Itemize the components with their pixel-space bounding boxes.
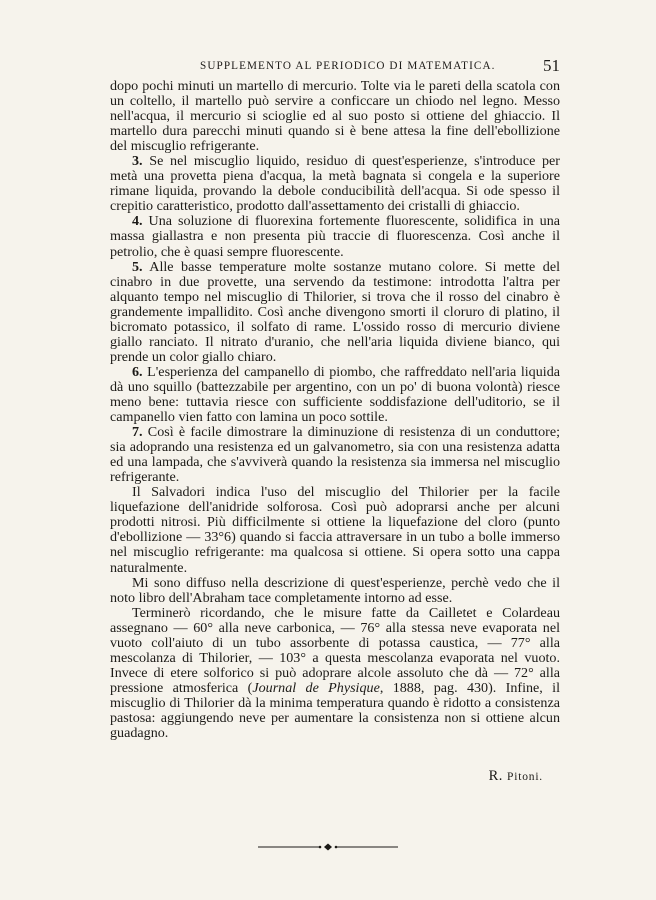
paragraph-text: Alle basse temperature molte sostanze mutano colore. Si mette del cinabro in due provette, una servendo da testimone: introdotta l'altra per alquanto tempo nel miscuglio di Thilorier, si trova che il rosso del cinabro è grandemente impallidito. Così anche divengono smorti il cloruro di platino, il bicromato potassico, il solfato di rame. L'ossido rosso di mercurio diviene giallo ranciato. Il nitrato d'uranio, che nell'aria liquida diviene bianco, qui prende un color giallo chiaro. bbox=[110, 258, 560, 365]
author-surname: Pitoni. bbox=[507, 771, 543, 783]
paragraph-text: Così è facile dimostrare la diminuzione di resistenza di un conduttore; sia adoprando una resistenza ed un galvanometro, sia con una resistenza adatta ed una lampada, che s'avviverà quando la resistenza sia immersa nel miscuglio refrigerante. bbox=[110, 424, 560, 486]
paragraph bbox=[110, 79, 560, 154]
paragraph-text: Se nel miscuglio liquido, residuo di quest'esperienze, s'introduce per metà una provetta piena d'acqua, la metà bagnata si congela e la superiore rimane liquida, provando la debole conducibilità dell'acqua. Si ode spesso il crepitio caratteristico, prodotto dall'assettamento dei cristalli di ghiaccio. bbox=[110, 153, 560, 215]
page-number: 51 bbox=[543, 56, 560, 75]
paragraph-text: Terminerò ricordando, che le misure fatte da Cailletet e Colardeau assegnano — 60° alla neve carbonica, — 76° alla stessa neve evaporata nel vuoto coll'aiuto di un tubo assorbente di potassa caustica, — 77° alla mescolanza di Thilorier, — 103° a questa mescolanza evaporata nel vuoto. Invece di etere solforico si può adoprare alcole assoluto che dà — 72° alla pressione atmosferica ( bbox=[110, 604, 560, 696]
end-ornament bbox=[258, 843, 398, 851]
page-header bbox=[108, 56, 560, 78]
paragraph bbox=[110, 576, 560, 606]
italic-citation: Journal de Physique bbox=[252, 679, 380, 696]
paragraph bbox=[110, 260, 560, 365]
paragraph-number: 5. bbox=[132, 258, 143, 275]
paragraph-number: 7. bbox=[132, 424, 143, 441]
paragraph-text: , 1888, pag. 430). Infine, il miscuglio di Thilorier dà la minima temperatura quando è ridotto a consistenza pastosa: aggiungendo neve per aumentare la consistenza non si ottiene alcun guadagno. bbox=[110, 679, 560, 742]
paragraph bbox=[110, 606, 560, 741]
paragraph-number: 4. bbox=[132, 213, 143, 230]
paragraph-number: 6. bbox=[132, 363, 143, 380]
author-initial: R. bbox=[488, 768, 503, 784]
paragraph bbox=[110, 214, 560, 259]
paragraph-text: Il Salvadori indica l'uso del miscuglio del Thilorier per la facile liquefazione dell'anidride solforosa. Così può adoprarsi anche per alcuni prodotti nitrosi. Più difficilmente si ottiene la liquefazione del cloro (punto d'ebollizione — 33°6) quando si faccia attraversare in un tubo a bolle immerso nel miscuglio refrigerante: ma qualcosa si ottiene. Si opera sotto una cappa naturalmente. bbox=[110, 484, 560, 576]
paragraph-text: dopo pochi minuti un martello di mercurio. Tolte via le pareti della scatola con un coltello, il martello può servire a conficcare un chiodo nel legno. Messo nell'acqua, il mercurio si scioglie ed al suo posto si ottiene del ghiaccio. Il martello dura parecchi minuti quando si è bene attesa la fine dell'ebollizione del miscuglio refrigerante. bbox=[110, 78, 560, 155]
paragraph bbox=[110, 485, 560, 575]
paragraph-number: 3. bbox=[132, 153, 143, 170]
paragraph-text: Una soluzione di fluorexina fortemente fluorescente, solidifica in una massa giallastra e non presenta più traccie di fluorescenza. Così anche il petrolio, che è quasi sempre fluorescente. bbox=[110, 213, 560, 260]
paragraph-text: Mi sono diffuso nella descrizione di quest'esperienze, perchè vedo che il noto libro dell'Abraham tace completamente intorno ad esse. bbox=[110, 574, 560, 606]
paragraph-text: L'esperienza del campanello di piombo, che raffreddato nell'aria liquida dà uno squillo (battezzabile per argentino, con un po' di buona volontà) riesce meno bene: tuttavia riesce con sufficiente soddisfazione dell'uditorio, se il campanello vien fatto con lamina un poco sottile. bbox=[110, 363, 560, 426]
author-signature bbox=[489, 768, 543, 785]
paragraph bbox=[110, 365, 560, 425]
body-text bbox=[110, 79, 560, 741]
running-title: SUPPLEMENTO AL PERIODICO DI MATEMATICA. bbox=[200, 60, 496, 72]
paragraph bbox=[110, 425, 560, 485]
paragraph bbox=[110, 154, 560, 214]
